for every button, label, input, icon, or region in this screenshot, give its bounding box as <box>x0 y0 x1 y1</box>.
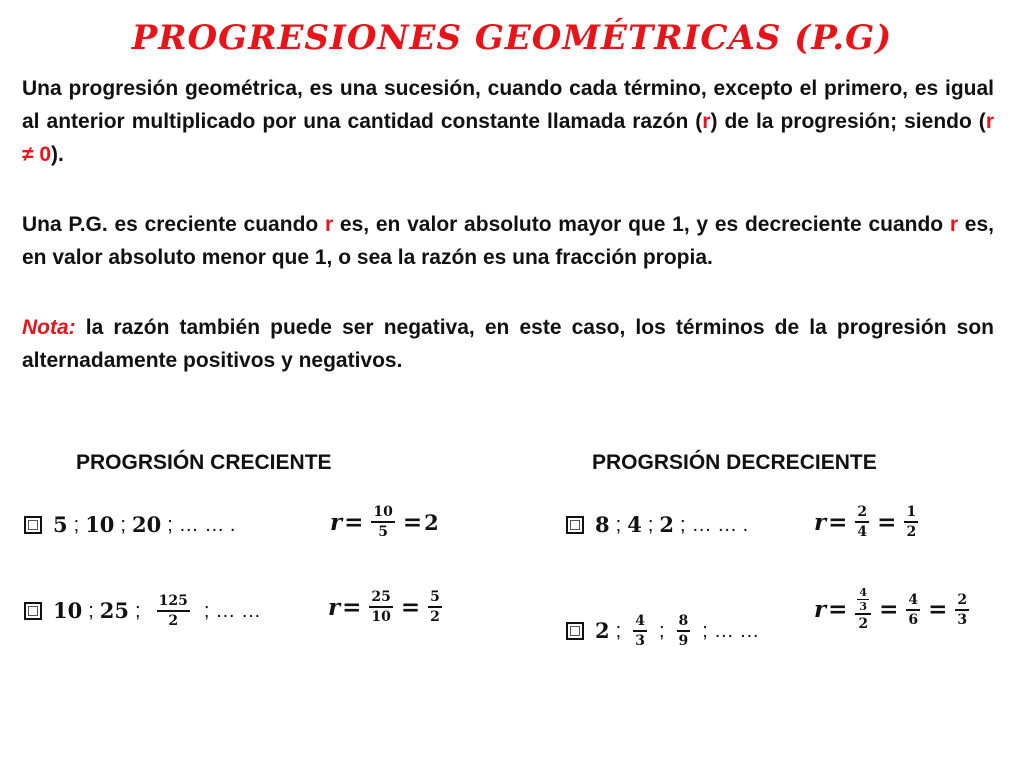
decreasing-heading: PROGRSIÓN DECRECIENTE <box>592 451 877 474</box>
decreasing-ratio-2: r = $\frac{\frac{4}{3}}{2}$ = $\frac{4}{6}$ = $\frac{2}{3}$ <box>814 586 968 632</box>
checkbox-bullet-icon <box>566 622 584 640</box>
increasing-ratio-1: r = $\frac{10}{5}$ = 2 <box>330 504 439 540</box>
slide-title: PROGRESIONES GEOMÉTRICAS (P.G) <box>131 18 893 58</box>
ratio-symbol: r <box>702 110 711 133</box>
decreasing-sequence-2: 2 ; $\frac{4}{3}$ ; $\frac{8}{9}$ ; … … <box>566 612 759 650</box>
checkbox-bullet-icon <box>566 516 584 534</box>
note-paragraph: Nota: la razón también puede ser negativa, en este caso, los términos de la progresión son alternadamente positivos y negativos. <box>22 316 994 372</box>
ratio-condition: r ≠ 0 <box>22 110 994 166</box>
decreasing-sequence-1: 8 ; 4 ; 2 ; … … . <box>566 512 748 538</box>
complex-fraction: $\frac{\frac{4}{3}}{2}$ <box>855 586 871 633</box>
decreasing-ratio-1: r = $\frac{2}{4}$ = $\frac{1}{2}$ <box>814 504 917 540</box>
checkbox-bullet-icon <box>24 516 42 534</box>
ratio-symbol: r <box>324 213 334 236</box>
increasing-sequence-1: 5 ; 10 ; 20 ; … … . <box>24 512 235 538</box>
increasing-sequence-2: 10 ; 25 ; $\frac{125}{2}$ ; … … <box>24 592 261 630</box>
ratio-symbol: r <box>949 213 959 236</box>
note-label: Nota: <box>22 316 76 339</box>
growth-paragraph: Una P.G. es creciente cuando r es, en valor absoluto mayor que 1, y es decreciente cuando r es, en valor absoluto menor que 1, o sea la razón es una fracción propia. <box>22 213 995 269</box>
increasing-ratio-2: r = $\frac{25}{10}$ = $\frac{5}{2}$ <box>328 589 440 625</box>
increasing-heading: PROGRSIÓN CRECIENTE <box>76 451 332 474</box>
definition-paragraph: Una progresión geométrica, es una sucesión, cuando cada término, excepto el primero, es igual al anterior multiplicado por una cantidad constante llamada razón (r) de la progresión; siendo (r ≠ 0). <box>22 77 994 166</box>
checkbox-bullet-icon <box>24 602 42 620</box>
